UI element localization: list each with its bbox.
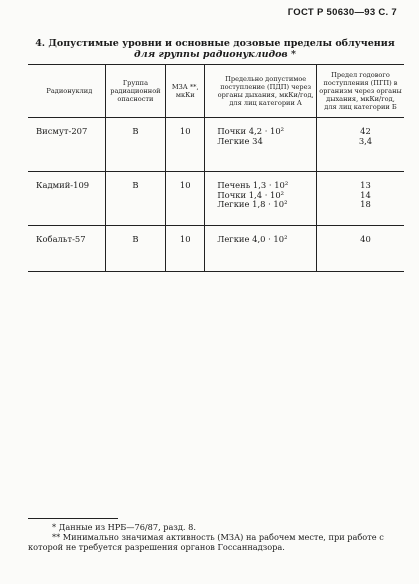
cell-ppdp: [205, 172, 317, 226]
cell-group: В: [105, 118, 165, 172]
title-line-2: для группы радионуклидов *: [134, 49, 296, 60]
footnotes: [28, 522, 398, 552]
cell-mza: 10: [166, 118, 205, 172]
header-ppdp: Предельно допустимое поступление (ПДП) через органы дыхания, мкКи/год, для лиц категории А: [205, 65, 317, 118]
cell-nuclide: Висмут-207: [28, 118, 105, 172]
footnote-divider: [28, 518, 118, 519]
pgp-line: 3,4: [358, 135, 373, 146]
header-pgp: Предел годового поступления (ПГП) в организм через органы дыхания, мкКи/год, для лиц категории Б: [316, 65, 404, 118]
cell-mza: 10: [166, 226, 205, 272]
pgp-line: 40: [360, 234, 371, 244]
ppdp-line: Почки 4,2 · 10²: [217, 126, 285, 136]
pgp-line: 13: [360, 180, 371, 190]
cell-nuclide: Кадмий-109: [28, 172, 105, 226]
cell-pgp: [316, 172, 404, 226]
ppdp-line: Печень 1,3 · 10²: [217, 180, 289, 190]
cell-group: В: [105, 172, 165, 226]
table-header-row: [28, 65, 404, 118]
pgp-line: 18: [360, 199, 371, 209]
footnote-1: * Данные из НРБ—76/87, разд. 8.: [52, 522, 196, 532]
title-line-1: 4. Допустимые уровни и основные дозовые пределы облучения: [35, 38, 395, 49]
cell-pgp: [316, 118, 404, 172]
pgp-line: 42: [360, 126, 371, 136]
cell-ppdp: [205, 118, 317, 172]
ppdp-line: Легкие 1,8 · 10²: [217, 199, 288, 209]
header-nuclide: Радионуклид: [28, 65, 105, 118]
ppdp-line: Почки 1,4 · 10²: [217, 189, 285, 200]
header-group: Группа радиационной опасности: [105, 65, 165, 118]
cell-nuclide: Кобальт-57: [28, 226, 105, 272]
table-row: [28, 118, 404, 172]
cell-ppdp: [205, 226, 317, 272]
ppdp-line: Легкие 34: [217, 135, 263, 146]
table-row: [28, 172, 404, 226]
header-mza: МЗА **, мкКи: [166, 65, 205, 118]
cell-pgp: [316, 226, 404, 272]
cell-mza: 10: [166, 172, 205, 226]
cell-group: В: [105, 226, 165, 272]
pgp-line: 14: [360, 189, 371, 200]
ppdp-line: Легкие 4,0 · 10²: [217, 234, 288, 244]
radionuclide-table: [28, 64, 404, 272]
page-header: ГОСТ Р 50630—93 С. 7: [287, 7, 397, 18]
table-title: [30, 38, 400, 60]
table-row: [28, 226, 404, 272]
footnote-2: ** Минимально значимая активность (МЗА) на рабочем месте, при работе с которой не требуется разрешения органов Госсаннадзора.: [28, 532, 384, 552]
